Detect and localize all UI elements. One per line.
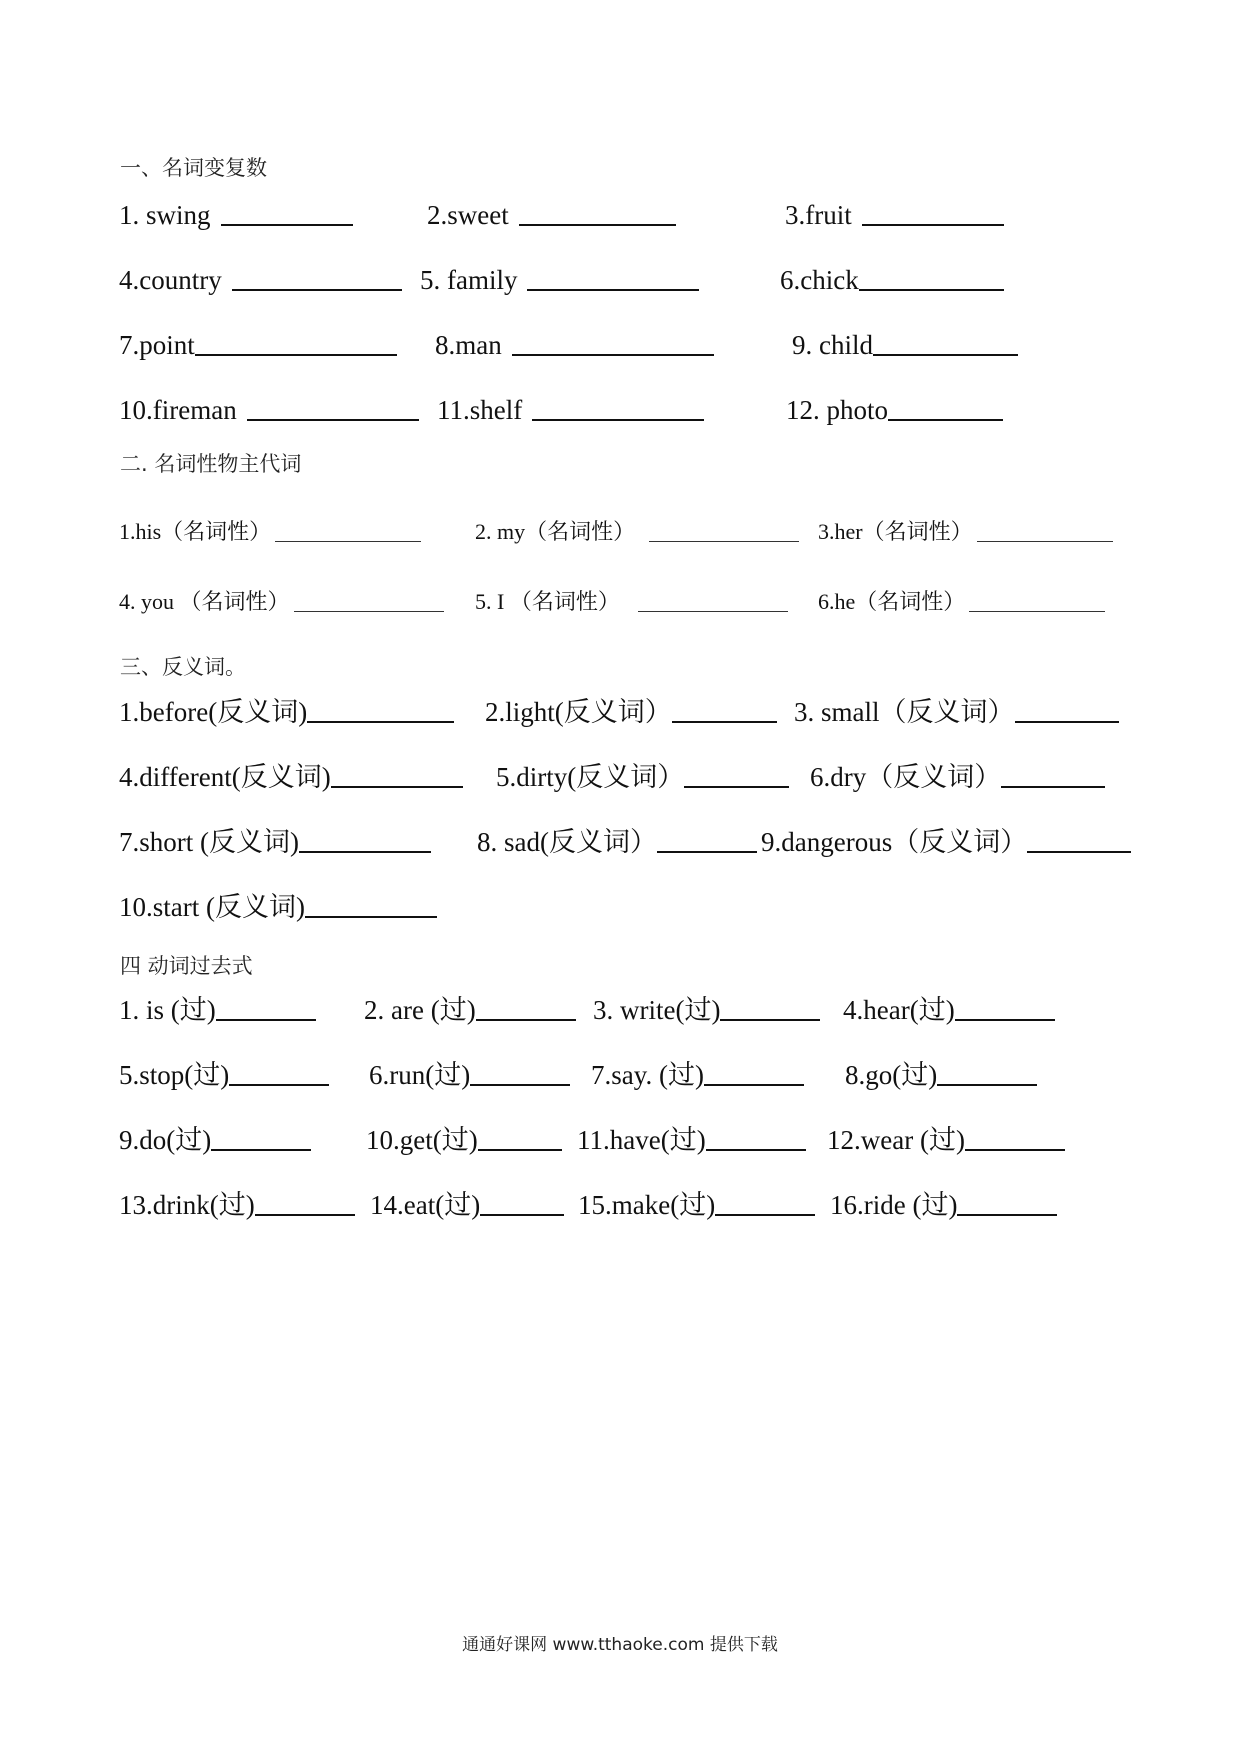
exercise-item xyxy=(843,993,1055,1027)
answer-blank[interactable] xyxy=(211,1143,311,1151)
exercise-item xyxy=(818,515,1113,549)
item-label: 11.have(过) xyxy=(577,1125,706,1155)
exercise-item xyxy=(761,825,1131,859)
exercise-item xyxy=(786,393,1003,427)
section-1-row-1 xyxy=(0,198,1240,238)
item-label: 4.different(反义词) xyxy=(119,762,331,792)
section-3-row-2 xyxy=(0,760,1240,800)
item-label: 1. swing xyxy=(119,200,211,230)
answer-blank[interactable] xyxy=(532,413,704,421)
exercise-item xyxy=(119,263,402,297)
item-label: 5.stop(过) xyxy=(119,1060,230,1090)
section-4-row-4 xyxy=(0,1188,1240,1228)
exercise-item xyxy=(119,760,463,794)
section-1-row-2 xyxy=(0,263,1240,303)
section-2-row-2 xyxy=(0,585,1240,625)
section-2-row-1 xyxy=(0,515,1240,555)
exercise-item xyxy=(845,1058,1037,1092)
answer-blank[interactable] xyxy=(1027,845,1131,853)
item-label: 16.ride (过) xyxy=(830,1190,958,1220)
exercise-item xyxy=(477,825,757,859)
answer-blank[interactable] xyxy=(229,1078,329,1086)
exercise-item xyxy=(591,1058,804,1092)
item-label: 13.drink(过) xyxy=(119,1190,255,1220)
exercise-item xyxy=(437,393,704,427)
item-label: 6.chick xyxy=(780,265,859,295)
answer-blank[interactable] xyxy=(255,1208,355,1216)
section-4-heading: 四 动词过去式 xyxy=(120,954,253,978)
item-label: 2.sweet xyxy=(427,200,509,230)
answer-blank[interactable] xyxy=(195,348,397,356)
exercise-item xyxy=(475,585,788,619)
exercise-item xyxy=(578,1188,815,1222)
item-label: 10.get(过) xyxy=(366,1125,478,1155)
item-label: 10.start (反义词) xyxy=(119,892,305,922)
item-label: 2. are (过) xyxy=(364,995,476,1025)
answer-blank[interactable] xyxy=(527,283,699,291)
item-label: 7.point xyxy=(119,330,195,360)
item-label: 5. I （名词性） xyxy=(475,589,620,614)
exercise-item xyxy=(119,1123,311,1157)
answer-blank[interactable] xyxy=(294,605,444,612)
answer-blank[interactable] xyxy=(331,780,463,788)
item-label: 12. photo xyxy=(786,395,889,425)
answer-blank[interactable] xyxy=(977,535,1113,542)
exercise-item xyxy=(794,695,1119,729)
answer-blank[interactable] xyxy=(684,780,789,788)
item-label: 3.fruit xyxy=(785,200,852,230)
answer-blank[interactable] xyxy=(480,1208,564,1216)
exercise-item xyxy=(780,263,1004,297)
exercise-item xyxy=(119,198,353,232)
item-label: 9. child xyxy=(792,330,873,360)
section-1-heading: 一、名词变复数 xyxy=(120,156,267,180)
exercise-item xyxy=(427,198,676,232)
item-label: 3. small（反义词） xyxy=(794,697,1015,727)
item-label: 1. is (过) xyxy=(119,995,216,1025)
item-label: 8.man xyxy=(435,330,502,360)
answer-blank[interactable] xyxy=(672,715,777,723)
answer-blank[interactable] xyxy=(476,1013,576,1021)
item-label: 9.dangerous（反义词） xyxy=(761,827,1028,857)
answer-blank[interactable] xyxy=(862,218,1004,226)
item-label: 1.his（名词性） xyxy=(119,519,272,544)
exercise-item xyxy=(827,1123,1065,1157)
exercise-item xyxy=(119,890,437,924)
exercise-item xyxy=(119,825,431,859)
item-label: 4. you （名词性） xyxy=(119,589,290,614)
answer-blank[interactable] xyxy=(307,715,454,723)
answer-blank[interactable] xyxy=(873,348,1018,356)
item-label: 10.fireman xyxy=(119,395,237,425)
answer-blank[interactable] xyxy=(638,605,788,612)
answer-blank[interactable] xyxy=(275,535,421,542)
section-1-row-3 xyxy=(0,328,1240,368)
footer-source-text: 通通好课网 www.tthaoke.com 提供下载 xyxy=(462,1635,778,1655)
item-label: 2. my（名词性） xyxy=(475,519,636,544)
item-label: 4.country xyxy=(119,265,222,295)
answer-blank[interactable] xyxy=(232,283,402,291)
section-3-heading: 三、反义词。 xyxy=(120,655,246,679)
section-4-row-2 xyxy=(0,1058,1240,1098)
item-label: 12.wear (过) xyxy=(827,1125,965,1155)
exercise-item xyxy=(370,1188,564,1222)
item-label: 4.hear(过) xyxy=(843,995,955,1025)
exercise-item xyxy=(119,328,397,362)
answer-blank[interactable] xyxy=(649,535,799,542)
exercise-item xyxy=(119,393,419,427)
answer-blank[interactable] xyxy=(715,1208,815,1216)
answer-blank[interactable] xyxy=(478,1143,562,1151)
exercise-item xyxy=(496,760,789,794)
answer-blank[interactable] xyxy=(957,1208,1057,1216)
exercise-item xyxy=(119,515,421,549)
exercise-item xyxy=(593,993,820,1027)
item-label: 15.make(过) xyxy=(578,1190,716,1220)
answer-blank[interactable] xyxy=(720,1013,820,1021)
exercise-item xyxy=(119,993,316,1027)
answer-blank[interactable] xyxy=(247,413,419,421)
exercise-item xyxy=(119,1058,329,1092)
answer-blank[interactable] xyxy=(216,1013,316,1021)
exercise-item xyxy=(369,1058,570,1092)
answer-blank[interactable] xyxy=(519,218,676,226)
item-label: 8.go(过) xyxy=(845,1060,938,1090)
item-label: 7.short (反义词) xyxy=(119,827,299,857)
exercise-item xyxy=(485,695,777,729)
answer-blank[interactable] xyxy=(221,218,353,226)
item-label: 11.shelf xyxy=(437,395,523,425)
section-3-row-1 xyxy=(0,695,1240,735)
exercise-item xyxy=(119,1188,355,1222)
exercise-item xyxy=(818,585,1105,619)
section-1-row-4 xyxy=(0,393,1240,433)
item-label: 8. sad(反义词） xyxy=(477,827,657,857)
item-label: 5. family xyxy=(420,265,518,295)
exercise-item xyxy=(364,993,576,1027)
item-label: 6.run(过) xyxy=(369,1060,471,1090)
item-label: 6.dry（反义词） xyxy=(810,762,1002,792)
section-3-row-4 xyxy=(0,890,1240,930)
answer-blank[interactable] xyxy=(888,413,1003,421)
item-label: 1.before(反义词) xyxy=(119,697,308,727)
section-4-row-3 xyxy=(0,1123,1240,1163)
answer-blank[interactable] xyxy=(470,1078,570,1086)
exercise-item xyxy=(785,198,1004,232)
item-label: 3.her（名词性） xyxy=(818,519,973,544)
section-2-heading: 二. 名词性物主代词 xyxy=(120,452,302,476)
exercise-item xyxy=(119,585,444,619)
exercise-item xyxy=(830,1188,1057,1222)
exercise-item xyxy=(420,263,699,297)
exercise-item xyxy=(810,760,1105,794)
item-label: 5.dirty(反义词） xyxy=(496,762,685,792)
answer-blank[interactable] xyxy=(1001,780,1105,788)
exercise-item xyxy=(119,695,454,729)
answer-blank[interactable] xyxy=(512,348,714,356)
exercise-item xyxy=(577,1123,806,1157)
answer-blank[interactable] xyxy=(955,1013,1055,1021)
item-label: 14.eat(过) xyxy=(370,1190,481,1220)
section-3-row-3 xyxy=(0,825,1240,865)
answer-blank[interactable] xyxy=(859,283,1004,291)
answer-blank[interactable] xyxy=(704,1078,804,1086)
answer-blank[interactable] xyxy=(1015,715,1119,723)
exercise-item xyxy=(366,1123,562,1157)
exercise-item xyxy=(475,515,799,549)
answer-blank[interactable] xyxy=(299,845,431,853)
section-4-row-1 xyxy=(0,993,1240,1033)
item-label: 6.he（名词性） xyxy=(818,589,966,614)
answer-blank[interactable] xyxy=(965,1143,1065,1151)
answer-blank[interactable] xyxy=(937,1078,1037,1086)
item-label: 2.light(反义词） xyxy=(485,697,672,727)
exercise-item xyxy=(792,328,1018,362)
item-label: 9.do(过) xyxy=(119,1125,212,1155)
answer-blank[interactable] xyxy=(969,605,1105,612)
item-label: 3. write(过) xyxy=(593,995,721,1025)
exercise-item xyxy=(435,328,714,362)
answer-blank[interactable] xyxy=(305,910,437,918)
answer-blank[interactable] xyxy=(706,1143,806,1151)
item-label: 7.say. (过) xyxy=(591,1060,704,1090)
answer-blank[interactable] xyxy=(657,845,757,853)
